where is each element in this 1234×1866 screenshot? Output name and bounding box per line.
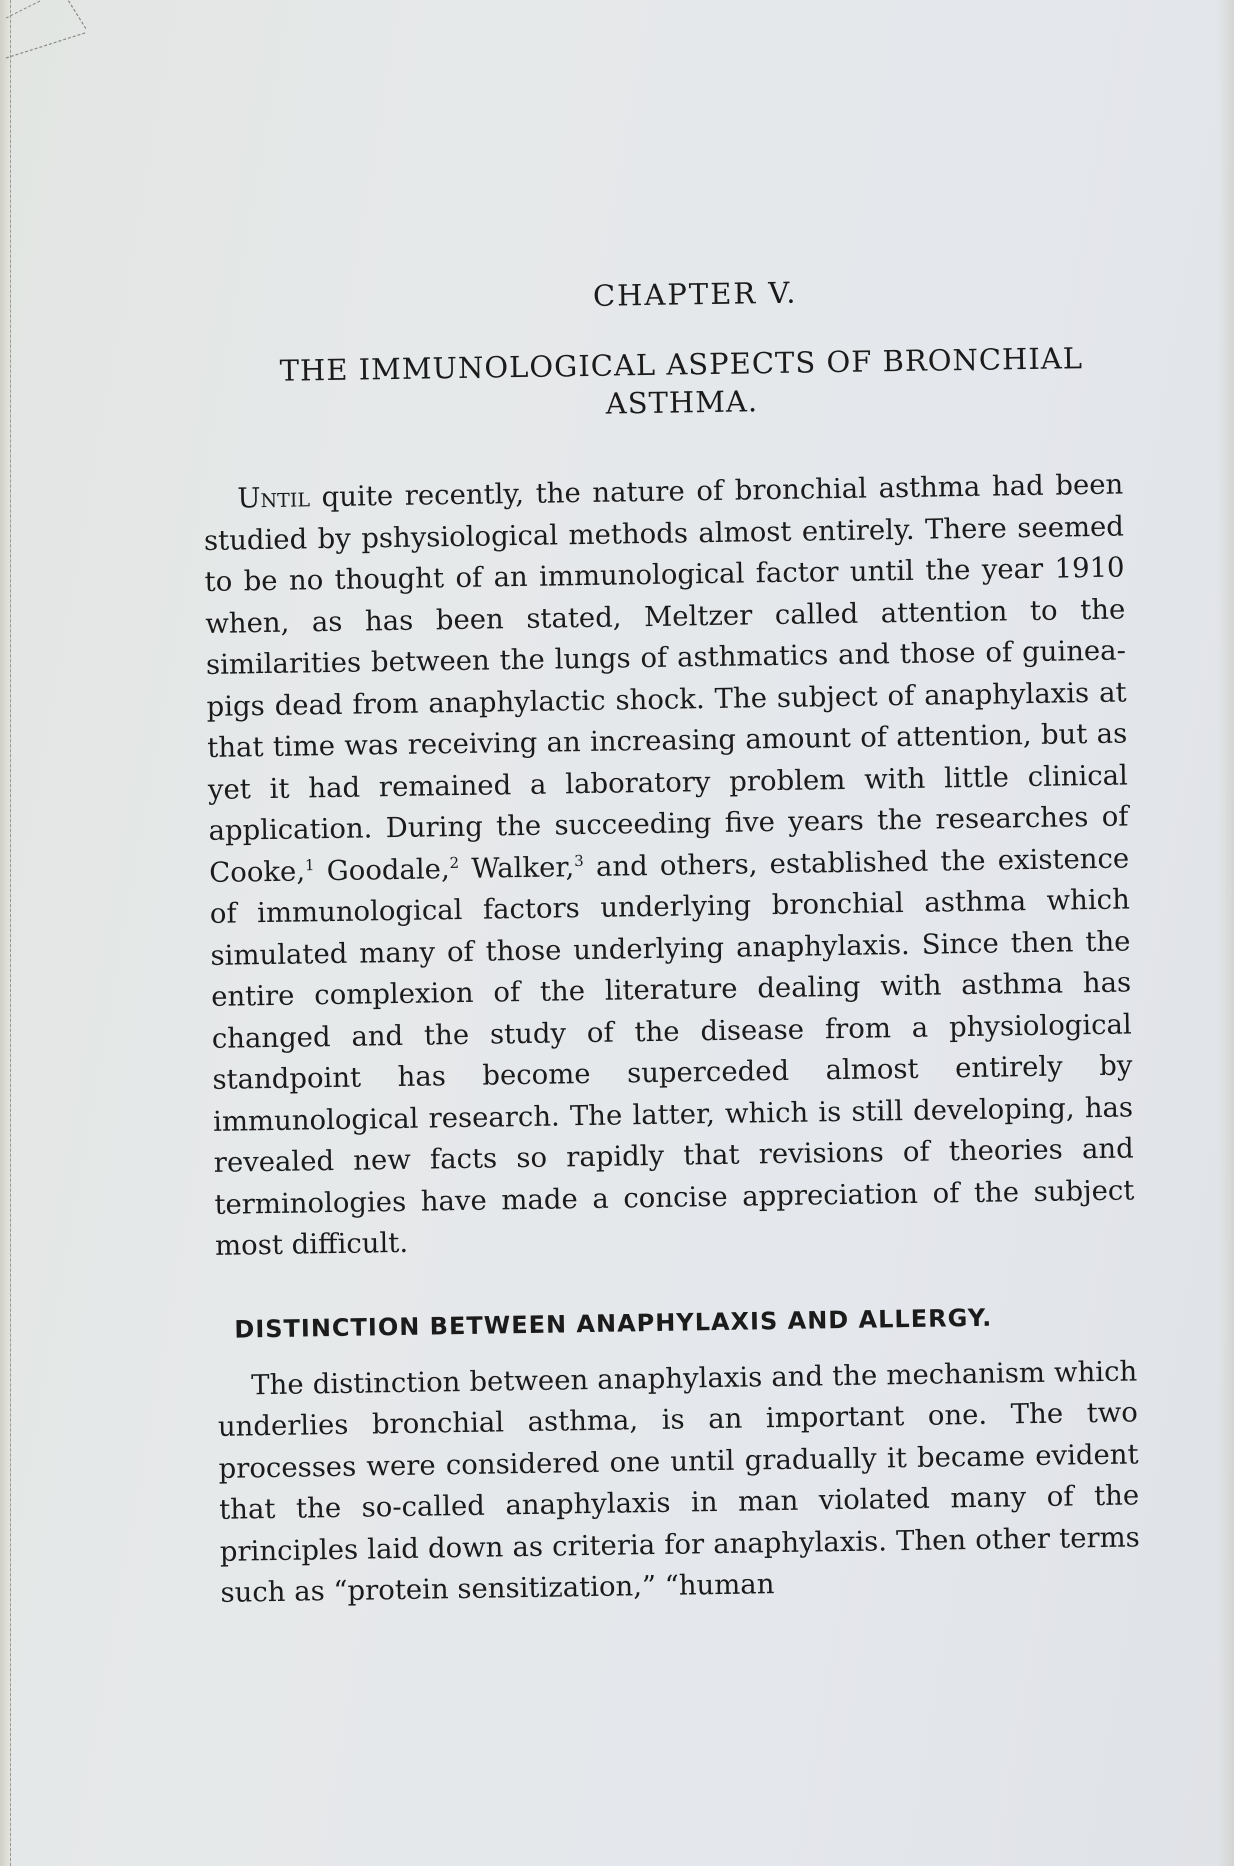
intro-dropcap-word: Until (237, 481, 311, 515)
chapter-title (201, 339, 1122, 429)
intro-text-2: Goodale, (314, 852, 450, 887)
chapter-title-line2: ASTHMA. (605, 384, 759, 421)
intro-text: quite recently, the nature of bronchial asthma had been studied by pshysiological methods almost entirely. There seemed to be no thought of an immunological factor until the year 1910 when, as has been stated, Meltzer called attention to the similarities between the lungs of asthmatics and those of guinea-pigs dead from anaphylactic shock. The subject of anaphylaxis at that time was receiving an increasing amount of attention, but as yet it had remained a laboratory problem with little clinical application. During the succeeding five years the researches of Cooke, (203, 468, 1129, 889)
intro-text-4: and others, established the existence of immunological factors underlying bronchial asthma which simulated many of those underlying anaphylaxis. Since then the entire complexion of the literature dealing with asthma has changed and the study of the disease from a physiological standpoint has become superceded almost entirely by immunological research. The latter, which is still developing, has revealed new facts so rapidly that revisions of theories and terminologies have made a concise appreciation of the subject most difficult. (209, 841, 1135, 1262)
chapter-title-line1: THE IMMUNOLOGICAL ASPECTS OF BRONCHIAL (279, 341, 1084, 388)
page-corner-fold (6, 0, 86, 62)
page-right-edge-shadow (1218, 0, 1234, 1866)
intro-text-3: Walker, (458, 850, 575, 885)
footnote-ref-1[interactable]: 1 (304, 855, 315, 874)
chapter-label: CHAPTER V. (592, 275, 798, 313)
footnote-ref-3[interactable]: 3 (574, 851, 584, 870)
page-content (200, 271, 1141, 1615)
footnote-ref-2[interactable]: 2 (449, 853, 460, 872)
intro-paragraph (203, 465, 1135, 1268)
section-heading: DISTINCTION BETWEEN ANAPHYLAXIS AND ALLERGY. (234, 1303, 993, 1344)
section-paragraph: The distinction between anaphylaxis and the mechanism which underlies bronchial asthma, is an important one. The two processes were considered one until gradually it became evident that the so-called anaphylaxis in man violated many of the principles laid down as criteria for anaphylaxis. Then other terms such as “protein sensitization,” “human (217, 1354, 1141, 1609)
book-spine-edge (0, 0, 11, 1866)
